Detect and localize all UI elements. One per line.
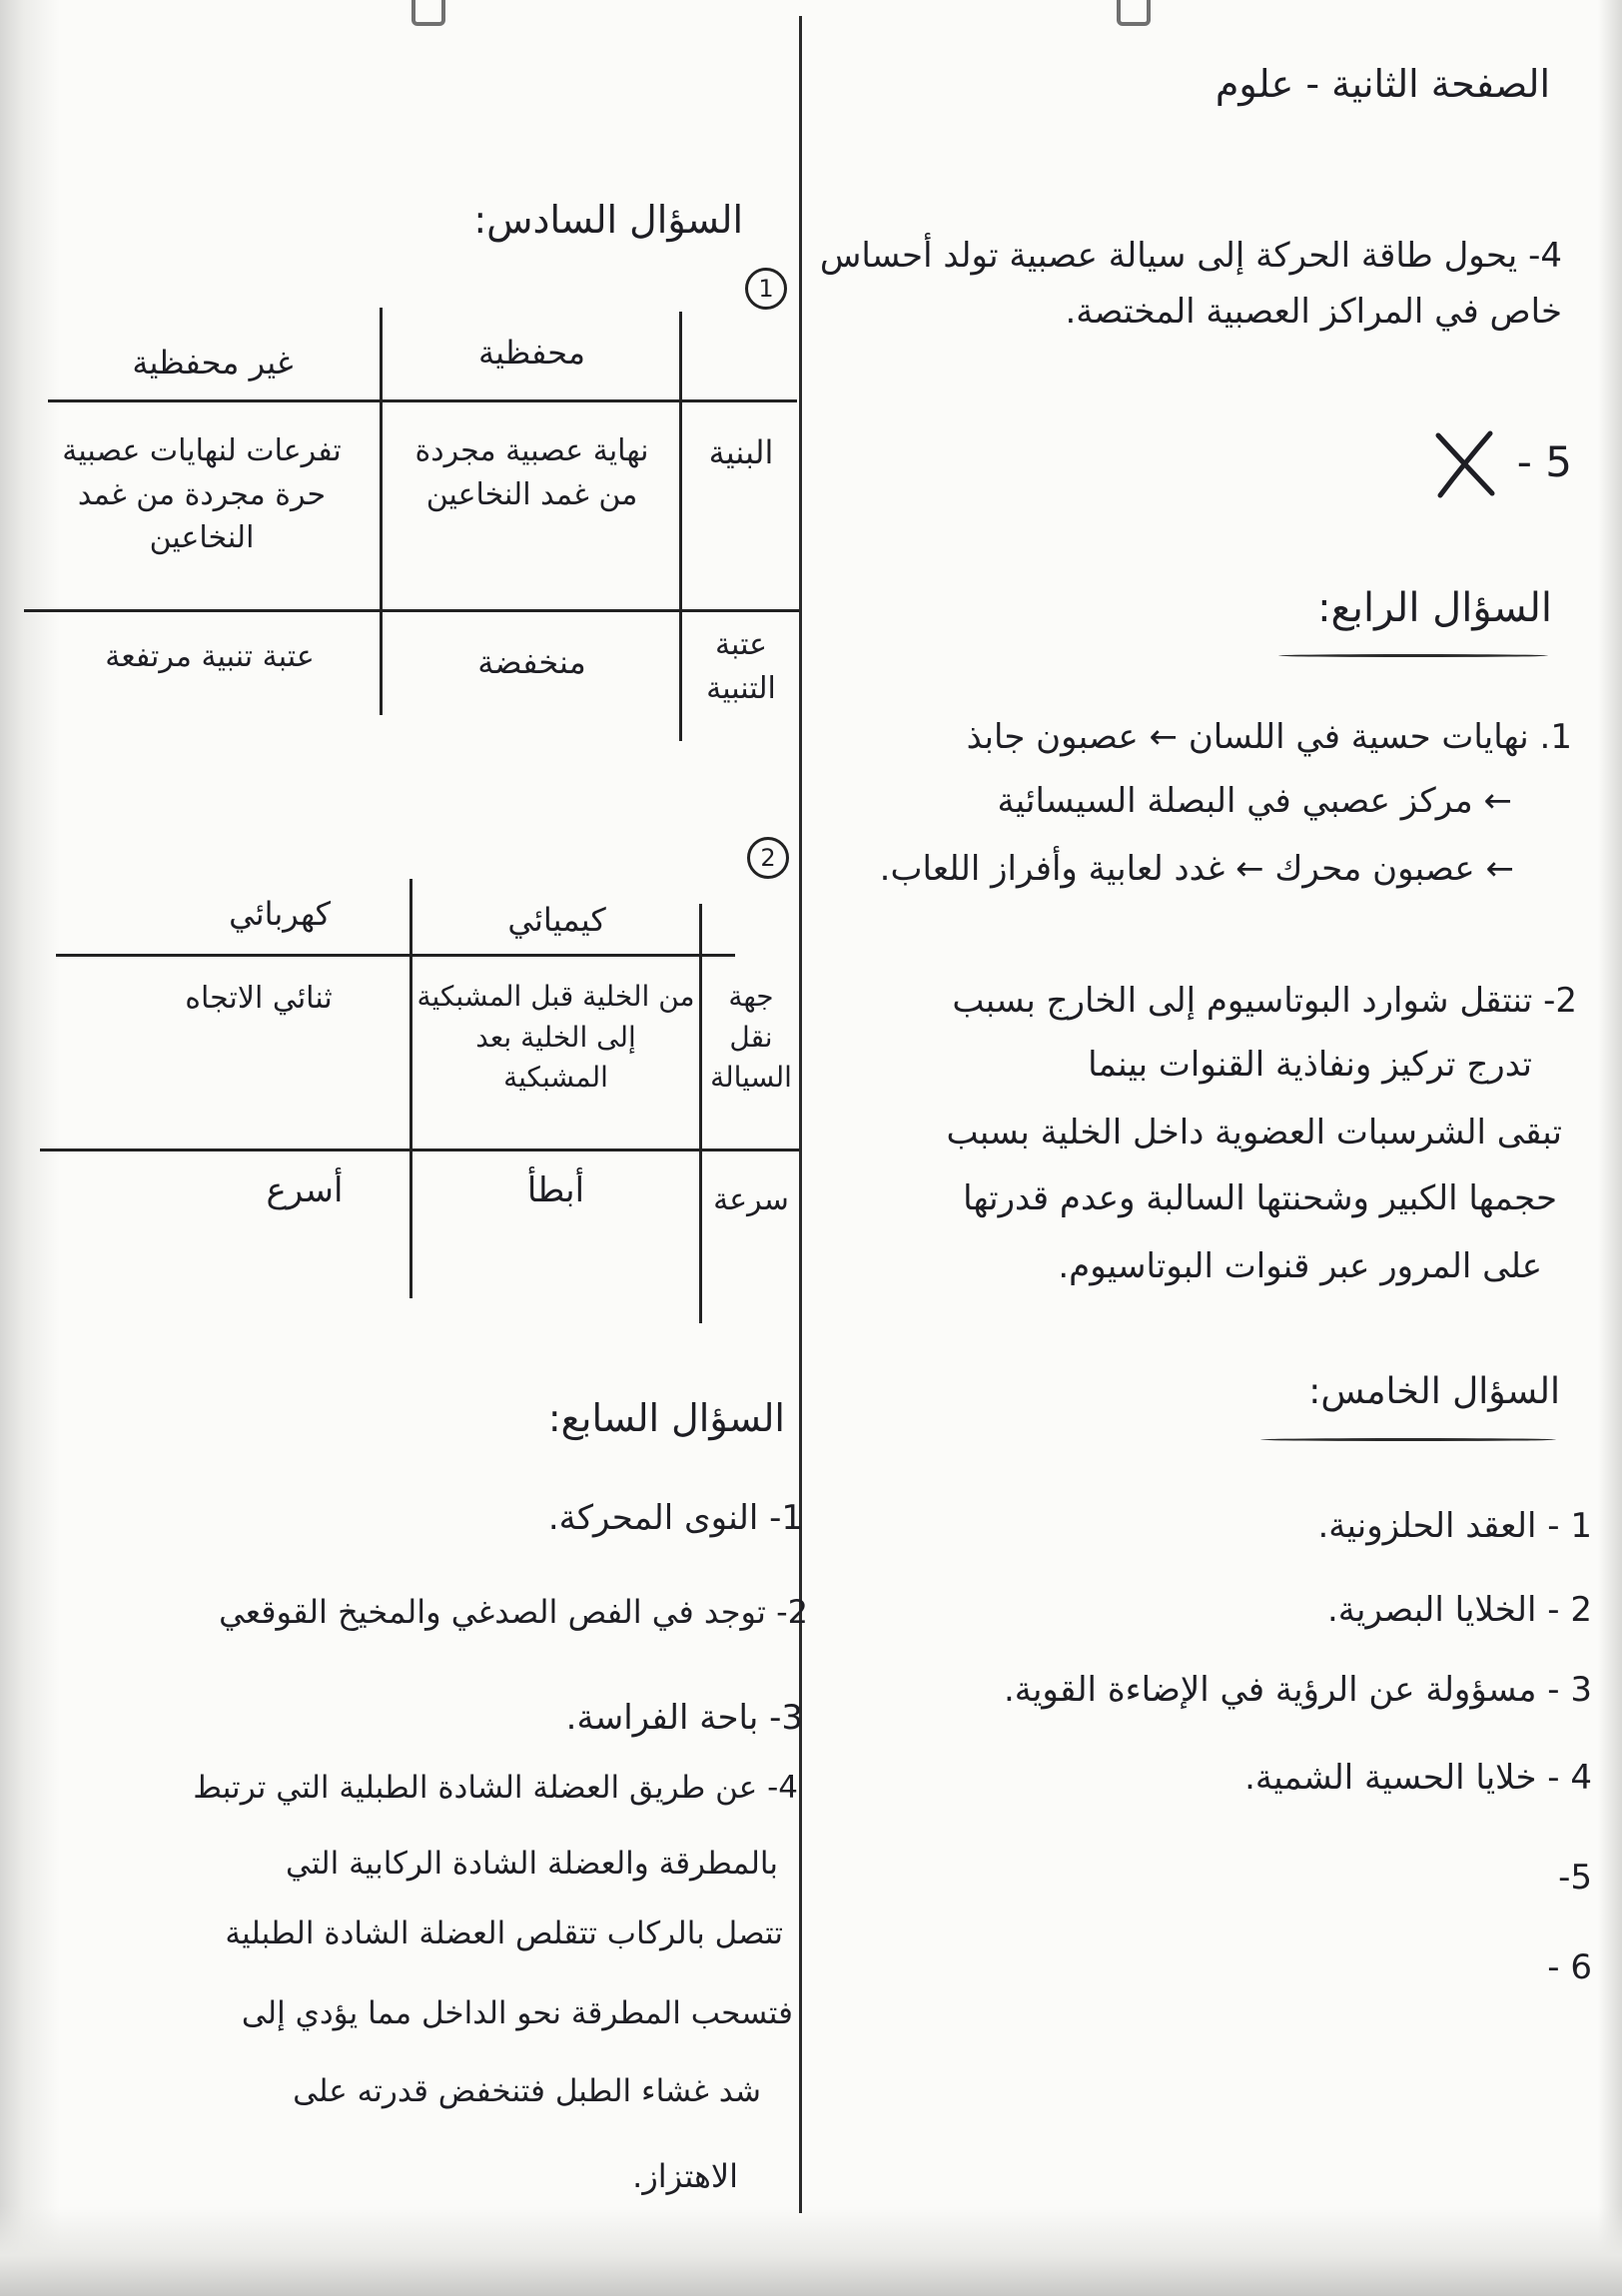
table2-header-chemical: كيميائي: [507, 901, 606, 939]
q3-item-5-number: 5 -: [1516, 437, 1572, 486]
table1-col-rule-1: [380, 308, 383, 715]
table1-row-rule: [24, 609, 799, 612]
q7-line-6: تتصل بالركاب تتقلص العضلة الشادة الطبلية: [225, 1915, 783, 1951]
q5-item-5: 5-: [1558, 1858, 1592, 1898]
q4-item2-line2: تدرج تركيز ونفاذية القنوات بينما: [1088, 1045, 1532, 1085]
q7-line-3: 3- باحة الفراسة.: [565, 1698, 803, 1738]
q5-item-1: 1 - العقد الحلزونية.: [1317, 1506, 1592, 1546]
table2-header-rule: [56, 954, 735, 957]
page-header: الصفحة الثانية - علوم: [1215, 62, 1550, 106]
q5-title-underline: [1260, 1438, 1556, 1441]
table2-row2-label: سرعة: [713, 1182, 789, 1217]
table1-header-rule: [48, 399, 797, 402]
table2-col-rule-2: [699, 904, 702, 1323]
table1-col-rule-2: [679, 312, 682, 741]
cross-mark-icon: [1430, 429, 1500, 499]
table2-row1-electrical: ثنائي الاتجاه: [185, 981, 333, 1016]
table1-header-nonencapsulated: غير محفظية: [132, 344, 294, 382]
q3-item-4: 4- يحول طاقة الحركة إلى سيالة عصبية تولد أحساس خاص في المراكز العصبية المختصة.: [819, 236, 1562, 333]
q5-item-4: 4 - خلايا الحسية الشمية.: [1244, 1758, 1592, 1798]
table1-row1-nonencapsulated: تفرعات لنهايات عصبية حرة مجردة من غمد النخاعين: [62, 433, 342, 555]
q7-title: السؤال السابع:: [547, 1396, 785, 1440]
q7-line-4: 4- عن طريق العضلة الشادة الطبلية التي ترتبط: [193, 1770, 798, 1806]
table2-row2-electrical: أسرع: [266, 1170, 344, 1210]
q7-line-8: شد غشاء الطبل فتنخفض قدرته على: [293, 2073, 761, 2109]
q4-item2-line4: حجمها الكبير وشحنتها السالبة وعدم قدرتها: [963, 1178, 1557, 1218]
page-bottom-shadow: [0, 2206, 1622, 2296]
binder-ring-left: [411, 0, 445, 26]
q6-table2-number: 2: [747, 837, 789, 879]
q4-item1-line1: 1. نهايات حسية في اللسان ← عصبون جابذ: [966, 717, 1572, 757]
q5-item-6: 6 -: [1547, 1947, 1592, 1987]
q7-line-2: 2- توجد في الفص الصدغي والمخيخ القوقعي: [219, 1593, 808, 1631]
q7-line-9: الاهتزاز.: [632, 2157, 738, 2195]
q7-line-7: فتسحب المطرقة نحو الداخل مما يؤدي إلى: [241, 1995, 793, 2031]
q4-item1-line3: ← عصبون محرك ← غدد لعابية وأفراز اللعاب.: [879, 849, 1514, 889]
q4-title: السؤال الرابع:: [1317, 585, 1552, 631]
q7-line-5: بالمطرقة والعضلة الشادة الركابية التي: [285, 1846, 778, 1882]
table2-header-electrical: كهربائي: [229, 895, 331, 933]
q7-line-1: 1- النوى المحركة.: [547, 1498, 803, 1538]
table2-row2-chemical: أبطأ: [526, 1170, 585, 1210]
q4-title-underline: [1278, 654, 1548, 657]
q4-item2-line3: تبقى الشرسبات العضوية داخل الخلية بسبب: [946, 1113, 1562, 1152]
page-right-edge: [1598, 0, 1622, 2296]
table1-row1-encapsulated: نهاية عصبية مجردة من غمد النخاعين: [414, 433, 649, 512]
q5-item-3: 3 - مسؤولة عن الرؤية في الإضاءة القوية.: [1003, 1670, 1592, 1710]
q4-item2-line1: 2- تنتقل شوارد البوتاسيوم إلى الخارج بسبب: [952, 981, 1577, 1021]
binder-ring-right: [1117, 0, 1151, 26]
q6-title: السؤال السادس:: [473, 198, 743, 242]
table2-row-rule: [40, 1148, 799, 1151]
q6-table1-number: 1: [745, 268, 787, 310]
table2-row1-chemical: من الخلية قبل المشبكية إلى الخلية بعد المشبكية: [416, 980, 695, 1095]
table1-row2-label: عتبة التنبية: [706, 627, 776, 706]
q4-item2-line5: على المرور عبر قنوات البوتاسيوم.: [1058, 1246, 1542, 1286]
table1-row1-label: البنية: [708, 433, 774, 471]
q5-item-2: 2 - الخلايا البصرية.: [1326, 1590, 1592, 1630]
table1-header-encapsulated: محفظية: [477, 334, 586, 372]
table2-row1-label: جهة نقل السيالة: [710, 980, 792, 1095]
q5-title: السؤال الخامس:: [1308, 1371, 1560, 1412]
q4-item1-line2: ← مركز عصبي في البصلة السيسائية: [997, 781, 1512, 821]
table1-row2-encapsulated: منخفضة: [477, 643, 586, 681]
table1-row2-nonencapsulated: عتبة تنبية مرتفعة: [105, 639, 315, 674]
page-fold-line: [799, 16, 802, 2213]
